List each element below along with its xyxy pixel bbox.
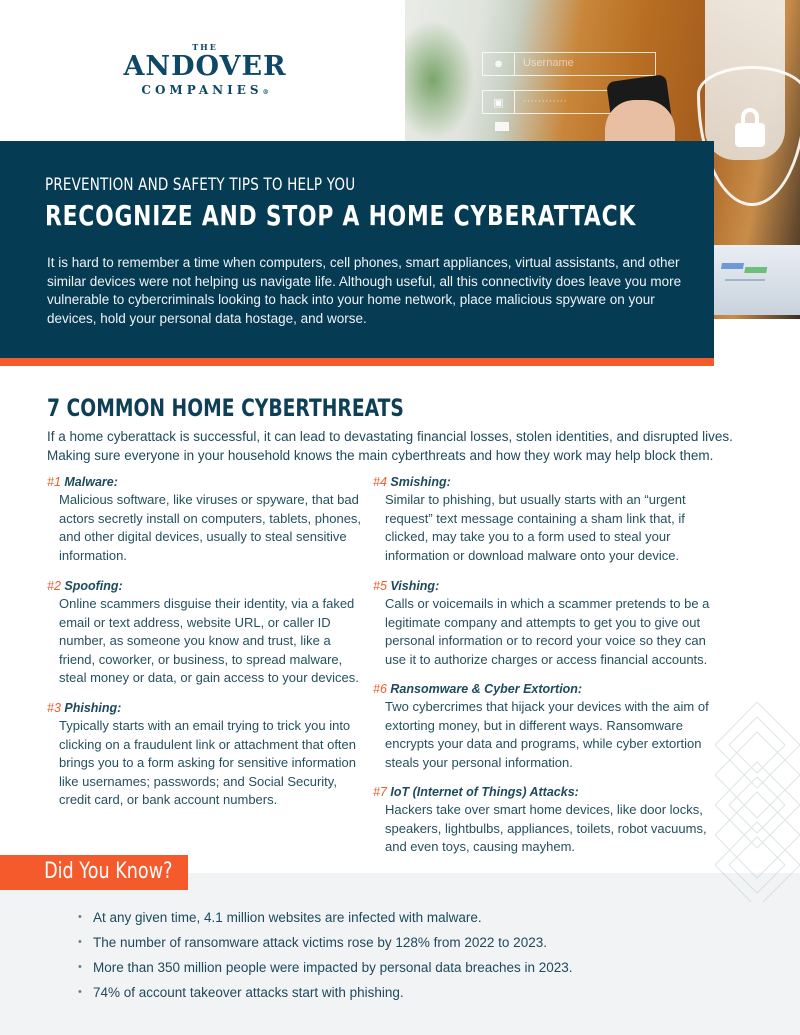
threat-item-1: #1 Malware: Malicious software, like viruses or spyware, that bad actors secretly install on computers, tablets, phones, and other digital devices, usually to steal sensitive information.	[47, 475, 362, 563]
banner-intro: It is hard to remember a time when computers, cell phones, smart appliances, virtual assistants, and other similar devices were not helping us navigate life. Although useful, all this connectivity does leave you more vulnerable to cybercriminals looking to hack into your home network, place malicious spyware on your devices, hold your personal data hostage, and worse.	[47, 255, 682, 326]
threat-item-2: #2 Spoofing: Online scammers disguise their identity, via a faked email or text address, website URL, or caller ID number, as someone you know and trust, like a friend, coworker, or business, to spread malware, steal money or data, or gain access to your devices.	[47, 579, 359, 685]
hero-banner	[0, 141, 714, 358]
threat-item-3: #3 Phishing: Typically starts with an email trying to trick you into clicking on a fraudulent link or attachment that often brings you to a form asking for sensitive information like usernames; passwords; and Social Security, credit card, or bank account numbers.	[47, 701, 357, 807]
fact-item: • 74% of account takeover attacks start with phishing.	[78, 980, 573, 1005]
threat-item-7: #7 IoT (Internet of Things) Attacks: Hackers take over smart home devices, like door locks, speakers, lightbulbs, appliances, toilets, robot vacuums, and even toys, causing mayhem.	[373, 785, 707, 854]
fact-item: • At any given time, 4.1 million websites are infected with malware.	[78, 905, 573, 930]
did-you-know-title: Did You Know?	[43, 859, 172, 884]
lock-icon: ▣	[483, 91, 515, 113]
logo-companies: COMPANIES®	[141, 83, 269, 97]
user-icon: ☻	[483, 53, 515, 75]
facts-list	[78, 905, 573, 1005]
diamond-pattern-decor	[715, 702, 800, 902]
plant-decor	[405, 20, 475, 140]
logo-name: ANDOVER	[123, 51, 287, 82]
laptop-graphic	[699, 245, 800, 315]
threat-item-4: #4 Smishing: Similar to phishing, but usually starts with an “urgent request” text message containing a sham link that, if clicked, may take you to a form used to steal your information or download malware onto your device.	[373, 475, 686, 563]
logo-the: THE	[192, 42, 218, 52]
did-you-know-tab	[0, 855, 188, 890]
fact-item: • More than 350 million people were impacted by personal data breaches in 2023.	[78, 955, 573, 980]
fact-item: • The number of ransomware attack victims rose by 128% from 2022 to 2023.	[78, 930, 573, 955]
threat-item-5: #5 Vishing: Calls or voicemails in which a scammer pretends to be a legitimate company and attempts to get you to give out personal information or to record your voice so they can use it to authorize charges or access financial accounts.	[373, 579, 710, 667]
company-logo	[110, 42, 300, 101]
page-title: RECOGNIZE AND STOP A HOME CYBERATTACK	[45, 199, 637, 232]
threat-item-6: #6 Ransomware & Cyber Extortion: Two cybercrimes that hijack your devices with the aim of extorting money, but in different ways. Ransomware encrypts your data and programs, while cyber extortion steals your personal information.	[373, 682, 709, 770]
checkbox-graphic	[495, 122, 509, 131]
username-field-graphic: ☻ Username	[482, 52, 656, 76]
password-field-graphic: ▣ ············	[482, 90, 656, 114]
banner-accent-stripe	[0, 358, 714, 366]
banner-kicker: PREVENTION AND SAFETY TIPS TO HELP YOU	[45, 175, 356, 194]
shield-lock-icon	[735, 108, 765, 150]
section-title: 7 COMMON HOME CYBERTHREATS	[47, 394, 404, 422]
section-lead: If a home cyberattack is successful, it can lead to devastating financial losses, stolen identities, and disrupted lives. Making sure everyone in your household knows the main cyberthreats and how they work may help block them.	[47, 429, 733, 463]
